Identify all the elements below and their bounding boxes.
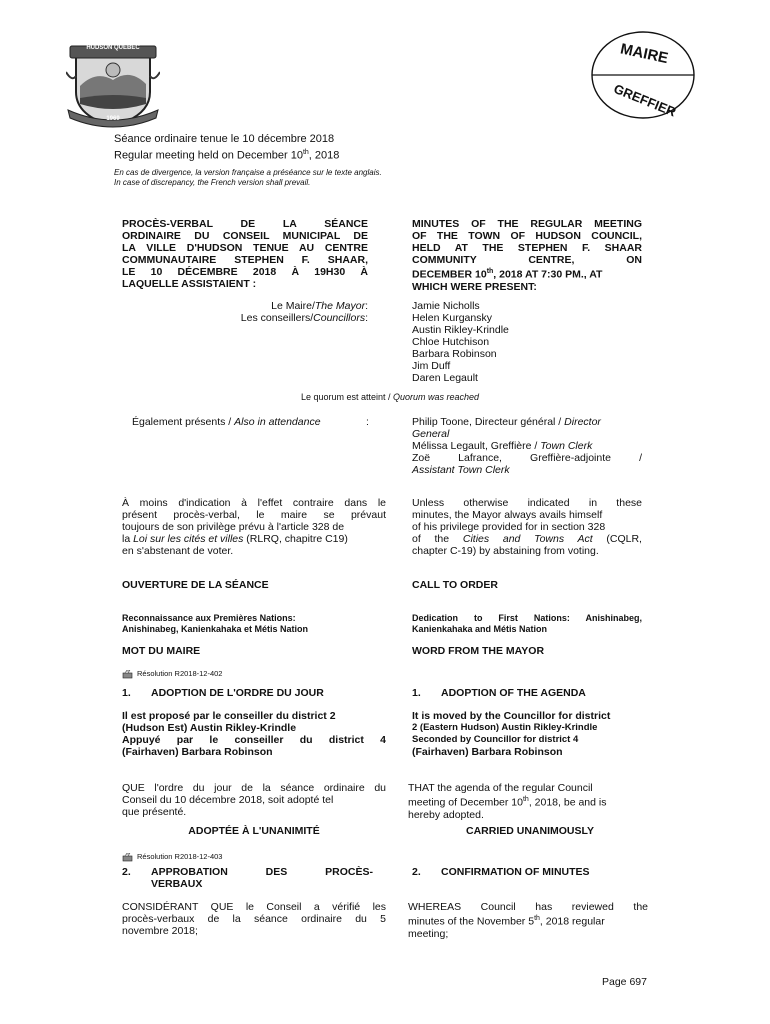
meeting-heading <box>114 133 339 163</box>
attendee-name: Austin Rikley-Krindle <box>412 324 509 336</box>
mayor-role: Le Maire/The Mayor: <box>271 300 368 312</box>
attendee-name: Helen Kurgansky <box>412 312 492 324</box>
mayor-note-fr-line: toujours de son privilège prévu à l'article 328 de <box>122 521 345 533</box>
resolution-text-date: meeting of December 10 <box>408 796 523 809</box>
staff-dg-name: Philip Toone, Directeur général / <box>412 416 565 428</box>
attendee-name: Daren Legault <box>412 372 478 384</box>
opening-heading-en: CALL TO ORDER <box>412 579 498 591</box>
resolution-1-number <box>122 669 222 679</box>
mayor-note-en-of: of the <box>412 533 463 545</box>
mayor-note-en-line: chapter C-19) by abstaining from voting. <box>412 545 599 557</box>
councillors-role-fr: Les conseillers/ <box>240 312 314 324</box>
resolution-text-line: QUE l'ordre du jour de la séance ordinaire du <box>122 782 386 794</box>
mayor-note-en-ref: (CQLR, <box>592 533 642 545</box>
resolution-text-line: CONSIDÉRANT QUE le Conseil a vérifié les <box>122 901 386 913</box>
staff-dg-title: Director <box>564 416 601 428</box>
title-fr-line: PROCÈS-VERBAL DE LA SÉANCE <box>122 218 368 230</box>
dedication-fr <box>122 613 308 635</box>
moved-line: (Fairhaven) Barbara Robinson <box>122 746 273 758</box>
vote-icon <box>122 670 133 679</box>
item-2-heading-fr <box>122 866 386 890</box>
signature-stamp <box>590 30 696 120</box>
staff-assistant-clerk: Zoë Lafrance, Greffière-adjointe / <box>412 452 642 464</box>
mayor-note-fr-law: Loi sur les cités et villes <box>133 533 244 545</box>
mayor-note-fr-la: la <box>122 533 134 545</box>
meeting-heading-fr: Séance ordinaire tenue le 10 décembre 2018 <box>114 133 335 145</box>
meeting-heading-en-year: , 2018 <box>308 149 340 162</box>
dedication-en <box>412 613 642 635</box>
svg-text:GREFFIER: GREFFIER <box>611 80 679 120</box>
svg-text:MAIRE: MAIRE <box>618 40 670 68</box>
resolution-text-sup: th <box>534 915 540 922</box>
title-en-line: HELD AT THE STEPHEN F. SHAAR <box>412 242 642 254</box>
mayor-note-fr-line: présent procès-verbal, le maire se prévaut <box>122 509 386 521</box>
item-1-text-fr <box>122 782 386 818</box>
meeting-heading-en-sup: th <box>302 149 309 156</box>
title-en <box>412 218 642 293</box>
title-en-line: OF THE TOWN OF HUDSON COUNCIL, <box>412 230 642 242</box>
moved-line: (Fairhaven) Barbara Robinson <box>412 746 563 758</box>
resolution-text-line: meeting; <box>408 927 449 940</box>
quorum-statement <box>180 392 600 402</box>
title-en-line: COMMUNITY CENTRE, ON <box>412 254 642 266</box>
attendee-name: Chloe Hutchison <box>412 336 490 348</box>
quorum-fr: Le quorum est atteint / <box>300 392 393 402</box>
mayor-note-en-line: minutes, the Mayor always avails himself <box>412 509 603 521</box>
word-mayor-heading-fr: MOT DU MAIRE <box>122 645 201 657</box>
mayor-note-en-line <box>412 533 642 545</box>
item-1-title-fr: ADOPTION DE L'ORDRE DU JOUR <box>151 687 324 699</box>
dedication-fr-line: Anishinabeg, Kanienkahaka et Métis Nation <box>122 624 309 634</box>
item-2-text-fr <box>122 901 386 937</box>
mayor-note-en-act: Cities and Towns Act <box>462 533 593 545</box>
title-en-line: MINUTES OF THE REGULAR MEETING <box>412 218 642 230</box>
title-fr-line: LA VILLE D'HUDSON TENUE AU CENTRE <box>122 242 368 254</box>
attendee-name: Jim Duff <box>412 360 451 372</box>
item-2-number-en: 2. <box>412 866 421 878</box>
resolution-text-line: Conseil du 10 décembre 2018, soit adopté tel <box>122 794 334 806</box>
councillors-role-en: Councillors <box>313 312 366 324</box>
meeting-heading-en <box>114 146 339 163</box>
mayor-note-fr-ref: (RLRQ, chapitre C19) <box>243 533 348 545</box>
dedication-fr-line: Reconnaissance aux Premières Nations: <box>122 613 296 623</box>
resolution-text-line: que présenté. <box>122 806 187 818</box>
title-en-line: WHICH WERE PRESENT: <box>412 280 537 293</box>
item-1-title-en: ADOPTION OF THE AGENDA <box>441 687 586 699</box>
staff-clerk <box>412 440 642 452</box>
attendee-name: Barbara Robinson <box>412 348 497 360</box>
staff-dg <box>412 416 642 428</box>
resolution-text-line: WHEREAS Council has reviewed the <box>408 901 648 913</box>
attendance-roles <box>150 300 368 324</box>
moved-line: Appuyé par le conseiller du district 4 <box>122 734 386 746</box>
moved-line: 2 (Eastern Hudson) Austin Rikley-Krindle <box>412 722 598 733</box>
resolution-text-line: novembre 2018; <box>122 925 198 937</box>
resolution-text-line: THAT the agenda of the regular Council <box>408 782 593 794</box>
mayor-note-en-line: Unless otherwise indicated in these <box>412 497 642 509</box>
resolution-2-number <box>122 852 222 862</box>
item-1-number-en: 1. <box>412 687 421 699</box>
vote-icon <box>122 853 133 862</box>
attendee-list <box>412 300 509 384</box>
resolution-2-number-text: Résolution R2018-12-403 <box>137 852 223 861</box>
logo-banner-text: HUDSON QUEBEC <box>86 45 140 51</box>
title-en-date: DECEMBER 10 <box>412 268 487 281</box>
resolution-text-rest: , 2018 regular <box>539 915 605 928</box>
also-present-en: Also in attendance <box>234 416 321 428</box>
resolution-1-number-text: Résolution R2018-12-402 <box>137 669 223 678</box>
title-en-date-sup: th <box>486 268 494 275</box>
title-en-line <box>412 266 642 281</box>
staff-clerk-name: Mélissa Legault, Greffière / <box>412 440 541 452</box>
discrepancy-note-fr: En cas de divergence, la version française a préséance sur le texte anglais. <box>114 168 382 177</box>
mayor-note-en <box>412 497 642 557</box>
mayor-note-fr-line: À moins d'indication à l'effet contraire dans le <box>122 497 386 509</box>
resolution-text-line <box>408 913 648 928</box>
moved-line: It is moved by the Councillor for district <box>412 710 611 722</box>
moved-line: (Hudson Est) Austin Rikley-Krindle <box>122 722 297 734</box>
dedication-en-line: Dedication to First Nations: Anishinabeg, <box>412 613 642 623</box>
title-fr-line: LE 10 DÉCEMBRE 2018 À 19H30 À <box>122 266 368 278</box>
mayor-role-fr: Le Maire/ <box>271 300 315 312</box>
item-2-number: 2. <box>122 866 131 878</box>
title-fr-line: ORDINAIRE DU CONSEIL MUNICIPAL DE <box>122 230 368 242</box>
item-1-heading-en <box>412 687 586 699</box>
item-1-text-en <box>408 782 648 821</box>
councillors-role: Les conseillers/Councillors: <box>240 312 368 324</box>
mayor-note-en-line: of his privilege provided for in section 328 <box>412 521 606 533</box>
opening-heading-fr: OUVERTURE DE LA SÉANCE <box>122 579 269 591</box>
item-2-title-fr-cont: VERBAUX <box>151 878 203 890</box>
mayor-note-fr <box>122 497 386 557</box>
item-1-result-en: CARRIED UNANIMOUSLY <box>466 825 594 837</box>
moved-line: Il est proposé par le conseiller du district 2 <box>122 710 336 722</box>
meeting-heading-en-text: Regular meeting held on December 10 <box>114 149 303 162</box>
discrepancy-note <box>114 168 382 188</box>
title-fr <box>122 218 368 290</box>
title-fr-line: LAQUELLE ASSISTAIENT : <box>122 278 257 290</box>
item-1-number: 1. <box>122 687 131 699</box>
item-1-moved-en <box>412 710 648 758</box>
staff-clerk-title: Town Clerk <box>540 440 593 452</box>
item-2-title-fr: APPROBATION DES PROCÈS- <box>151 866 373 878</box>
resolution-text-line: procès-verbaux de la séance ordinaire du 5 <box>122 913 386 925</box>
staff-dg-title-cont: General <box>412 428 450 440</box>
also-present-label <box>132 416 372 428</box>
staff-assistant-clerk-title: Assistant Town Clerk <box>412 464 510 476</box>
resolution-text-rest: , 2018, be and is <box>528 796 607 809</box>
mayor-note-fr-line <box>122 533 386 545</box>
item-1-moved-fr <box>122 710 386 758</box>
also-present-fr: Également présents / <box>132 416 235 428</box>
resolution-text-date: minutes of the November 5 <box>408 915 535 928</box>
resolution-text-line <box>408 794 648 809</box>
dedication-en-line: Kanienkahaka and Métis Nation <box>412 624 548 634</box>
discrepancy-note-en: In case of discrepancy, the French version shall prevail. <box>114 178 311 187</box>
logo-motto-text: 1969 <box>106 116 120 122</box>
title-en-date-rest: , 2018 AT 7:30 PM., AT <box>493 268 603 281</box>
mayor-note-fr-line: en s'abstenant de voter. <box>122 545 234 557</box>
also-present-colon: : <box>366 416 369 428</box>
item-2-heading-en <box>412 866 590 878</box>
staff-list <box>412 416 642 476</box>
resolution-text-sup: th <box>522 796 529 803</box>
title-fr-line: COMMUNAUTAIRE STEPHEN F. SHAAR, <box>122 254 368 266</box>
item-1-heading-fr <box>122 687 324 699</box>
word-mayor-heading-en: WORD FROM THE MAYOR <box>412 645 545 657</box>
resolution-text-line: hereby adopted. <box>408 808 484 821</box>
item-2-text-en <box>408 901 648 940</box>
moved-line: Seconded by Councillor for district 4 <box>412 734 579 745</box>
item-1-result-fr: ADOPTÉE À L'UNANIMITÉ <box>188 825 320 837</box>
page-number: Page 697 <box>602 976 647 988</box>
attendee-name: Jamie Nicholls <box>412 300 480 312</box>
quorum-en: Quorum was reached <box>393 392 480 402</box>
mayor-role-en: The Mayor <box>314 300 366 312</box>
item-2-title-en: CONFIRMATION OF MINUTES <box>441 866 590 878</box>
